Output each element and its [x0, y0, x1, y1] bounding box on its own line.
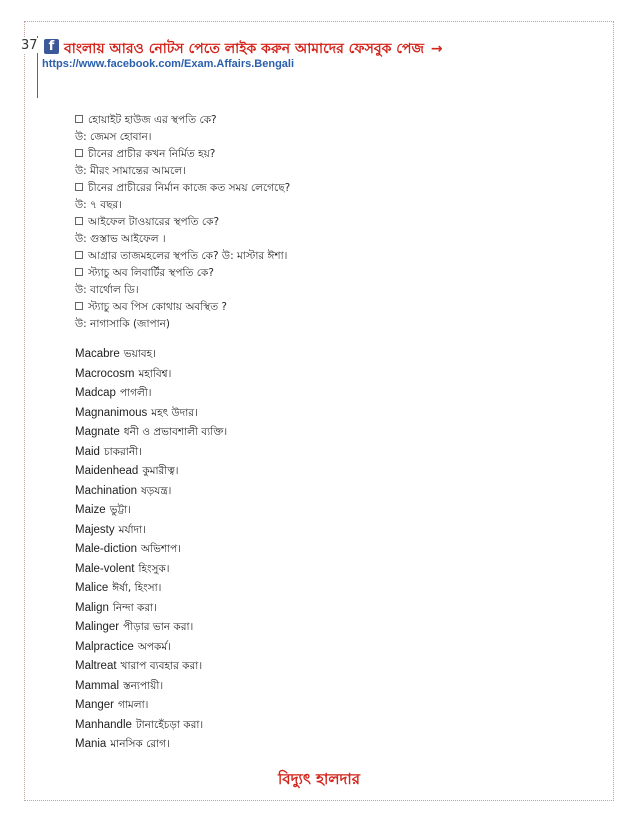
header-promo-label: বাংলায় আরও নোটস পেতে লাইক করুন আমাদের ফেসবুক পেজ	[64, 41, 424, 57]
vocabulary-word: Malice	[75, 582, 109, 594]
vocabulary-item	[75, 501, 227, 521]
vocabulary-item	[75, 423, 227, 443]
vocabulary-word: Maltreat	[75, 660, 117, 672]
square-bullet-icon	[75, 268, 83, 276]
vocabulary-word: Macabre	[75, 348, 120, 360]
vocabulary-word: Mania	[75, 738, 107, 750]
vocabulary-word: Maid	[75, 445, 100, 458]
qa-item	[75, 299, 290, 316]
qa-text: চীনের প্রাচীর কখন নির্মিত হয়?	[88, 148, 216, 160]
vocabulary-item	[75, 696, 227, 716]
qa-text: হোয়াইট হাউজ এর স্থপতি কে?	[88, 114, 217, 126]
page-number: 37	[21, 38, 38, 53]
vocabulary-word: Mammal	[75, 679, 120, 692]
vocabulary-item	[75, 384, 227, 404]
vocabulary-word: Madcap	[75, 387, 116, 399]
qa-item	[75, 112, 290, 129]
vocabulary-meaning: খারাপ ব্যবহার করা।	[120, 660, 203, 672]
vocabulary-word: Manger	[75, 699, 114, 711]
vocabulary-item	[75, 365, 227, 385]
qa-text: উ: মীরং সামান্তের আমলে।	[75, 165, 186, 177]
vocabulary-word: Maize	[75, 504, 106, 516]
vocabulary-word: Male-volent	[75, 562, 135, 575]
vocabulary-word: Macrocosm	[75, 367, 135, 380]
qa-text: স্ট্যাচু অব লিবার্টির স্থপতি কে?	[88, 267, 214, 279]
qa-item	[75, 163, 290, 180]
qa-list	[75, 112, 290, 333]
vocabulary-meaning: ধনী ও প্রভাবশালী ব্যক্তি।	[123, 426, 228, 438]
vocabulary-item	[75, 345, 227, 365]
vocabulary-meaning: চাকরানী।	[103, 445, 142, 458]
vocabulary-meaning: গামলা।	[118, 699, 149, 711]
vocabulary-item	[75, 404, 227, 424]
qa-item	[75, 265, 290, 282]
square-bullet-icon	[75, 115, 83, 123]
vocabulary-meaning: ভুট্টা।	[109, 504, 131, 516]
vocabulary-word: Manhandle	[75, 718, 132, 731]
qa-item	[75, 180, 290, 197]
vocabulary-meaning: পীড়ার ভান করা।	[123, 621, 194, 633]
vocabulary-meaning: ভয়াবহ।	[123, 348, 156, 360]
vocabulary-meaning: স্তন্যপায়ী।	[123, 679, 164, 692]
square-bullet-icon	[75, 302, 83, 310]
qa-text: চীনের প্রাচীরের নির্মান কাজে কত সময় লেগেছে?	[88, 182, 291, 194]
qa-item	[75, 282, 290, 299]
vocabulary-word: Machination	[75, 484, 138, 497]
vocabulary-meaning: ঈর্ষা, হিংসা।	[112, 582, 162, 594]
qa-text: স্ট্যাচু অব পিস কোথায় অবস্থিত ?	[88, 301, 228, 313]
vocabulary-meaning: মর্যাদা।	[118, 523, 146, 536]
vocabulary-word: Majesty	[75, 523, 115, 536]
facebook-page-link[interactable]: https://www.facebook.com/Exam.Affairs.Bengali	[42, 58, 295, 70]
vocabulary-word: Male-diction	[75, 543, 137, 555]
qa-item	[75, 231, 290, 248]
vocabulary-item	[75, 677, 227, 697]
qa-text: উ: বার্থোল ডি।	[75, 284, 139, 296]
vocabulary-item	[75, 735, 227, 755]
vocabulary-item	[75, 657, 227, 677]
qa-item	[75, 197, 290, 214]
vocabulary-word: Magnanimous	[75, 406, 148, 419]
vocabulary-item	[75, 618, 227, 638]
vocabulary-item	[75, 579, 227, 599]
vocabulary-meaning: পাগলী।	[119, 387, 152, 399]
vocabulary-item	[75, 716, 227, 736]
arrow-right-icon: →	[430, 41, 443, 57]
qa-item	[75, 316, 290, 333]
square-bullet-icon	[75, 251, 83, 259]
qa-text: উ: নাগাসাকি (জাপান)	[75, 318, 171, 330]
vocabulary-meaning: মানসিক রোগ।	[110, 738, 170, 750]
vocabulary-item	[75, 443, 227, 463]
author-name: বিদ্যুৎ হালদার	[278, 770, 360, 788]
vocabulary-item	[75, 482, 227, 502]
vocabulary-word: Malpractice	[75, 640, 134, 653]
vocabulary-meaning: নিন্দা করা।	[112, 601, 157, 614]
square-bullet-icon	[75, 183, 83, 191]
vocabulary-meaning: ষড়যন্ত্র।	[141, 484, 172, 497]
vocabulary-meaning: অভিশাপ।	[141, 543, 182, 555]
qa-item	[75, 214, 290, 231]
vocabulary-meaning: মহৎ উদার।	[151, 406, 198, 419]
vocabulary-meaning: মহাবিশ্ব।	[138, 367, 172, 380]
qa-text: আগ্রার তাজমহলের স্থপতি কে? উ: মাস্টার ঈশা।	[88, 250, 288, 262]
vocabulary-meaning: টানাহেঁচড়া করা।	[135, 718, 204, 731]
vocabulary-item	[75, 560, 227, 580]
square-bullet-icon	[75, 217, 83, 225]
vocabulary-item	[75, 599, 227, 619]
square-bullet-icon	[75, 149, 83, 157]
vocabulary-list	[75, 345, 227, 755]
vocabulary-word: Maidenhead	[75, 465, 139, 477]
vocabulary-word: Magnate	[75, 426, 120, 438]
vocabulary-word: Malinger	[75, 621, 120, 633]
qa-item	[75, 146, 290, 163]
qa-text: আইফেল টাওয়ারের স্থপতি কে?	[88, 216, 220, 228]
qa-text: উ: জেমস হোবান।	[75, 131, 152, 143]
vocabulary-meaning: কুমারীত্ব।	[142, 465, 179, 477]
vocabulary-item	[75, 638, 227, 658]
facebook-icon[interactable]: f	[44, 39, 59, 54]
vocabulary-meaning: অপকর্ম।	[137, 640, 171, 653]
vocabulary-word: Malign	[75, 601, 109, 614]
vocabulary-item	[75, 521, 227, 541]
qa-text: উ: ৭ বছর।	[75, 199, 122, 211]
vocabulary-item	[75, 540, 227, 560]
vocabulary-meaning: হিংসুক।	[138, 562, 170, 575]
qa-item	[75, 129, 290, 146]
qa-text: উ: গুস্তাভ আইফেল ।	[75, 233, 166, 245]
qa-item	[75, 248, 290, 265]
vocabulary-item	[75, 462, 227, 482]
